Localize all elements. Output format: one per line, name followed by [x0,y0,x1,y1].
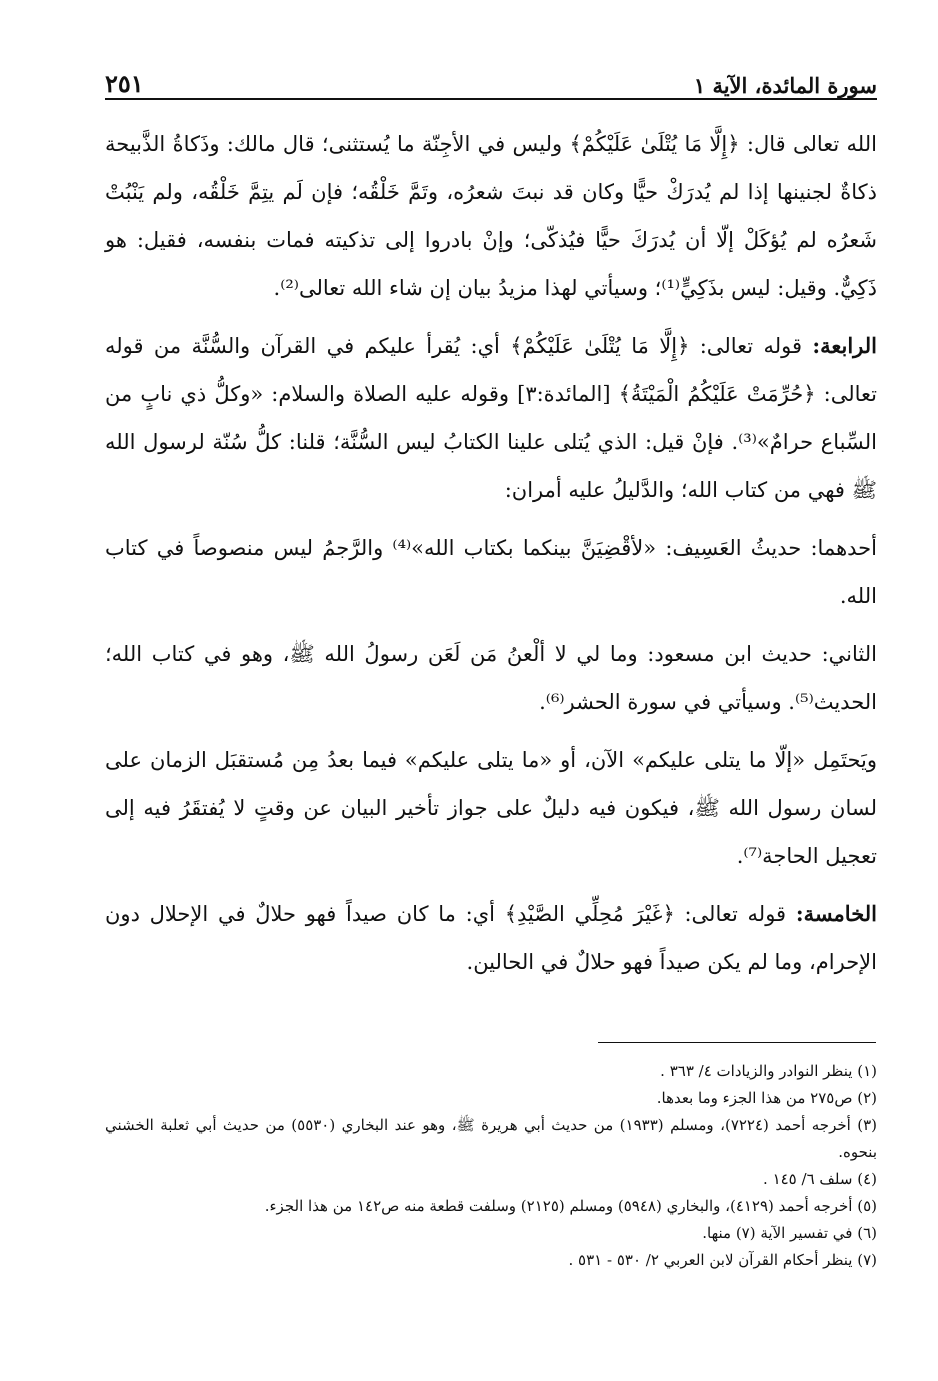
footnote-2: (٢) ص٢٧٥ من هذا الجزء وما بعدها. [656,1089,877,1107]
paragraph-2-heading: الرابعة: [812,333,877,358]
paragraph-3: أحدهما: حديثُ العَسِيف: «لأقْضِيَنَّ بينكما بكتاب الله»⁽⁴⁾ والرَّجمُ ليس منصوصاً في كتاب الله. [105,536,877,608]
footnote-5: (٥) أخرجه أحمد (٤١٢٩)، والبخاري (٥٩٤٨) ومسلم (٢١٢٥) وسلفت قطعة منه ص١٤٢ من هذا الجزء. [264,1197,877,1215]
footnote-6: (٦) في تفسير الآية (٧) منها. [702,1224,877,1242]
page-number: ٢٥١ [105,69,144,98]
paragraph-6-text: قوله تعالى: ﴿غَيْرَ مُحِلِّي الصَّيْدِ﴾ أي: ما كان صيداً فهو حلالٌ في الإحلال دون الإحرام، وما لم يكن صيداً فهو حلالٌ في الحالين. [105,902,877,974]
footnote-1: (١) ينظر النوادر والزيادات ٤/ ٣٦٣ . [660,1062,877,1080]
page-header [105,58,877,98]
paragraph-2-text: قوله تعالى: ﴿إِلَّا مَا يُتْلَىٰ عَلَيْكُمْ﴾ أي: يُقرأ عليكم في القرآن والسُّنَّة من قوله تعالى: ﴿حُرِّمَتْ عَلَيْكُمُ الْمَيْتَةُ﴾ [المائدة:٣] وقوله عليه الصلاة والسلام: «وكلُّ ذي نابٍ من السِّباع حرامٌ»⁽³⁾. فإنْ قيل: الذي يُتلى علينا الكتابُ ليس السُّنَّة؛ قلنا: كلُّ سُنّة لرسول الله ﷺ فهي من كتاب الله؛ والدَّليلُ عليه أمران: [105,334,877,502]
paragraph-4: الثاني: حديث ابن مسعود: وما لي لا ألْعنُ مَن لَعَن رسولُ الله ﷺ، وهو في كتاب الله؛ الحديث⁽⁵⁾. وسيأتي في سورة الحشر⁽⁶⁾. [105,642,877,714]
footnote-3: (٣) أخرجه أحمد (٧٢٢٤)، ومسلم (١٩٣٣) من حديث أبي هريرة ﷺ، وهو عند البخاري (٥٥٣٠) من حديث أبي ثعلبة الخشني بنحوه. [105,1116,877,1161]
paragraph-6 [105,890,877,986]
footnote-7: (٧) ينظر أحكام القرآن لابن العربي ٢/ ٥٣٠ - ٥٣١ . [568,1251,877,1269]
paragraph-1: الله تعالى قال: ﴿إِلَّا مَا يُتْلَىٰ عَلَيْكُمْ﴾ وليس في الأجِنّة ما يُستثنى؛ قال مالك: وذَكاةُ الذَّبيحة ذكاةٌ لجنينها إذا لم يُدرَكْ حيًّا وكان قد نبتَ شعرُه، وتَمَّ خَلْقُه؛ فإن لَم يتِمَّ خَلْقُه، ولم يَنْبُتْ شَعرُه لم يُؤكَلْ إلّا أن يُدرَكَ حيًّا فيُذكّى؛ وإنْ بادروا إلى تذكيته فمات بنفسه، فقيل: هو ذَكِيٌّ. وقيل: ليس بذَكِيٍّ⁽¹⁾؛ وسيأتي لهذا مزيدُ بيان إن شاء الله تعالى⁽²⁾. [105,132,877,300]
main-text [105,120,877,996]
footnote-rule [598,1042,876,1043]
paragraph-6-heading: الخامسة: [795,901,877,926]
footnotes [105,1058,877,1274]
running-head: سورة المائدة، الآية ١ [693,73,877,98]
header-rule [105,98,877,100]
paragraph-5: ويَحتَمِل «إلّا ما يتلى عليكم» الآن، أو «ما يتلى عليكم» فيما بعدُ مِن مُستقبَل الزمان على لسان رسول الله ﷺ، فيكون فيه دليلٌ على جواز تأخير البيان عن وقتٍ لا يُفتقَرُ فيه إلى تعجيل الحاجة⁽⁷⁾. [105,748,877,868]
footnote-4: (٤) سلف ٦/ ١٤٥ . [763,1170,877,1188]
paragraph-2 [105,322,877,514]
